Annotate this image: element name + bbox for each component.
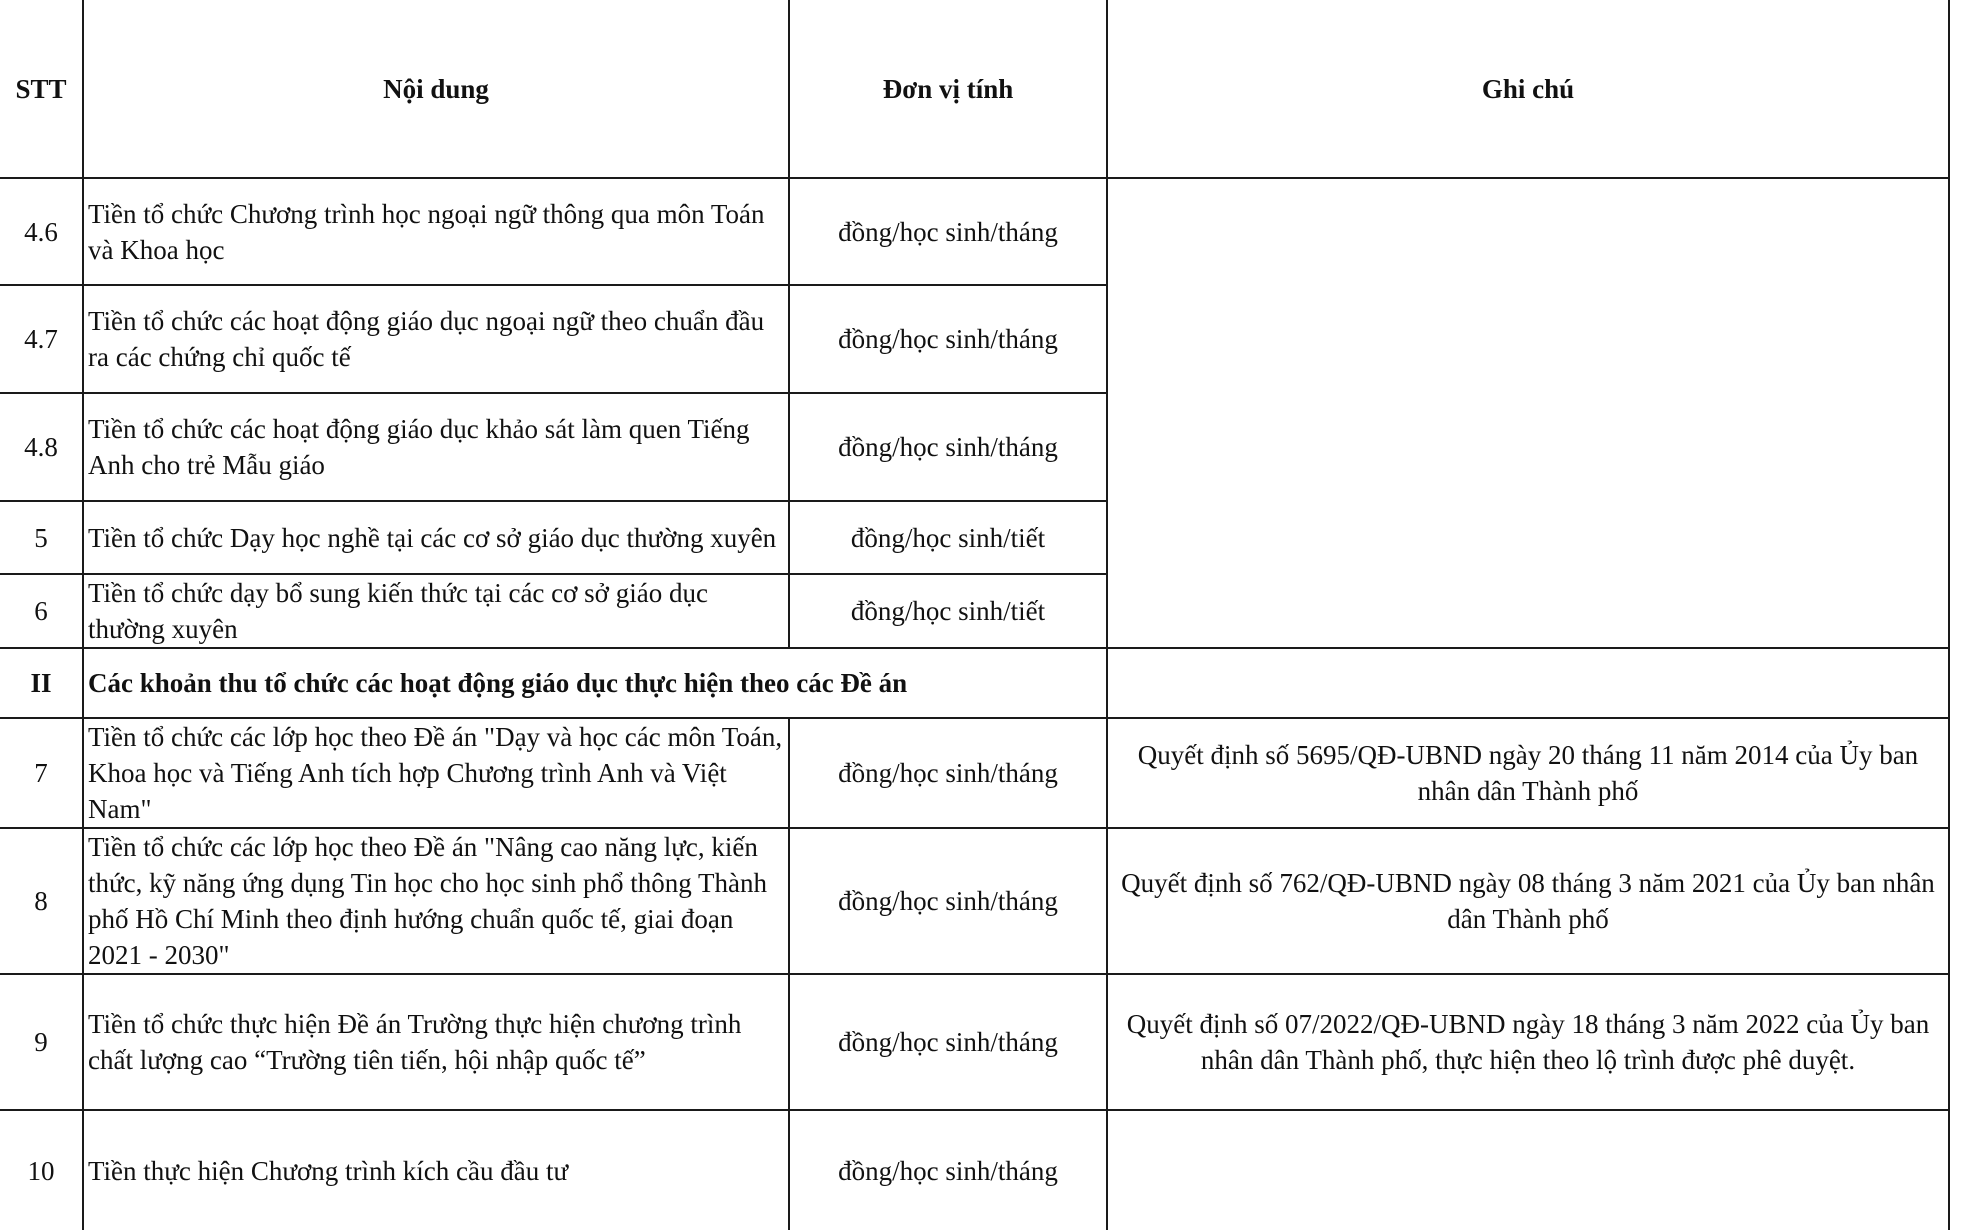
row-unit: đồng/học sinh/tháng	[789, 718, 1107, 828]
row-stt: 4.6	[0, 178, 83, 285]
header-stt: STT	[0, 0, 83, 178]
row-content: Tiền thực hiện Chương trình kích cầu đầu tư	[83, 1110, 789, 1230]
row-content: Tiền tổ chức các hoạt động giáo dục ngoại ngữ theo chuẩn đầu ra các chứng chỉ quốc tế	[83, 285, 789, 393]
row-content: Tiền tổ chức thực hiện Đề án Trường thực hiện chương trình chất lượng cao “Trường tiên tiến, hội nhập quốc tế”	[83, 974, 789, 1110]
table-header-row	[0, 0, 1949, 178]
row-unit: đồng/học sinh/tháng	[789, 393, 1107, 501]
row-stt: 4.7	[0, 285, 83, 393]
row-unit: đồng/học sinh/tháng	[789, 828, 1107, 974]
row-content: Tiền tổ chức Dạy học nghề tại các cơ sở giáo dục thường xuyên	[83, 501, 789, 574]
row-content: Tiền tổ chức các lớp học theo Đề án "Dạy và học các môn Toán, Khoa học và Tiếng Anh tích hợp Chương trình Anh và Việt Nam"	[83, 718, 789, 828]
row-note: Quyết định số 762/QĐ-UBND ngày 08 tháng 3 năm 2021 của Ủy ban nhân dân Thành phố	[1107, 828, 1949, 974]
table-row	[0, 974, 1949, 1110]
row-note	[1107, 1110, 1949, 1230]
row-unit: đồng/học sinh/tháng	[789, 1110, 1107, 1230]
row-note: Quyết định số 07/2022/QĐ-UBND ngày 18 tháng 3 năm 2022 của Ủy ban nhân dân Thành phố, thực hiện theo lộ trình được phê duyệt.	[1107, 974, 1949, 1110]
section-row	[0, 648, 1949, 718]
row-note-empty	[1107, 178, 1949, 648]
header-note: Ghi chú	[1107, 0, 1949, 178]
row-stt: 5	[0, 501, 83, 574]
table-row	[0, 718, 1949, 828]
header-unit: Đơn vị tính	[789, 0, 1107, 178]
row-content: Tiền tổ chức các lớp học theo Đề án "Nâng cao năng lực, kiến thức, kỹ năng ứng dụng Tin học cho học sinh phổ thông Thành phố Hồ Chí Minh theo định hướng chuẩn quốc tế, giai đoạn 2021 - 2030"	[83, 828, 789, 974]
row-content: Tiền tổ chức các hoạt động giáo dục khảo sát làm quen Tiếng Anh cho trẻ Mẫu giáo	[83, 393, 789, 501]
row-note: Quyết định số 5695/QĐ-UBND ngày 20 tháng 11 năm 2014 của Ủy ban nhân dân Thành phố	[1107, 718, 1949, 828]
row-unit: đồng/học sinh/tiết	[789, 501, 1107, 574]
row-content: Tiền tổ chức Chương trình học ngoại ngữ thông qua môn Toán và Khoa học	[83, 178, 789, 285]
row-stt: 6	[0, 574, 83, 648]
row-unit: đồng/học sinh/tháng	[789, 285, 1107, 393]
table-row	[0, 1110, 1949, 1230]
section-stt: II	[0, 648, 83, 718]
section-note-empty	[1107, 648, 1949, 718]
row-unit: đồng/học sinh/tháng	[789, 974, 1107, 1110]
row-stt: 4.8	[0, 393, 83, 501]
row-stt: 7	[0, 718, 83, 828]
header-content: Nội dung	[83, 0, 789, 178]
section-title: Các khoản thu tổ chức các hoạt động giáo dục thực hiện theo các Đề án	[83, 648, 1107, 718]
row-stt: 9	[0, 974, 83, 1110]
row-stt: 10	[0, 1110, 83, 1230]
table-row	[0, 178, 1949, 285]
row-unit: đồng/học sinh/tiết	[789, 574, 1107, 648]
row-content: Tiền tổ chức dạy bổ sung kiến thức tại các cơ sở giáo dục thường xuyên	[83, 574, 789, 648]
row-stt: 8	[0, 828, 83, 974]
row-unit: đồng/học sinh/tháng	[789, 178, 1107, 285]
table-row	[0, 828, 1949, 974]
